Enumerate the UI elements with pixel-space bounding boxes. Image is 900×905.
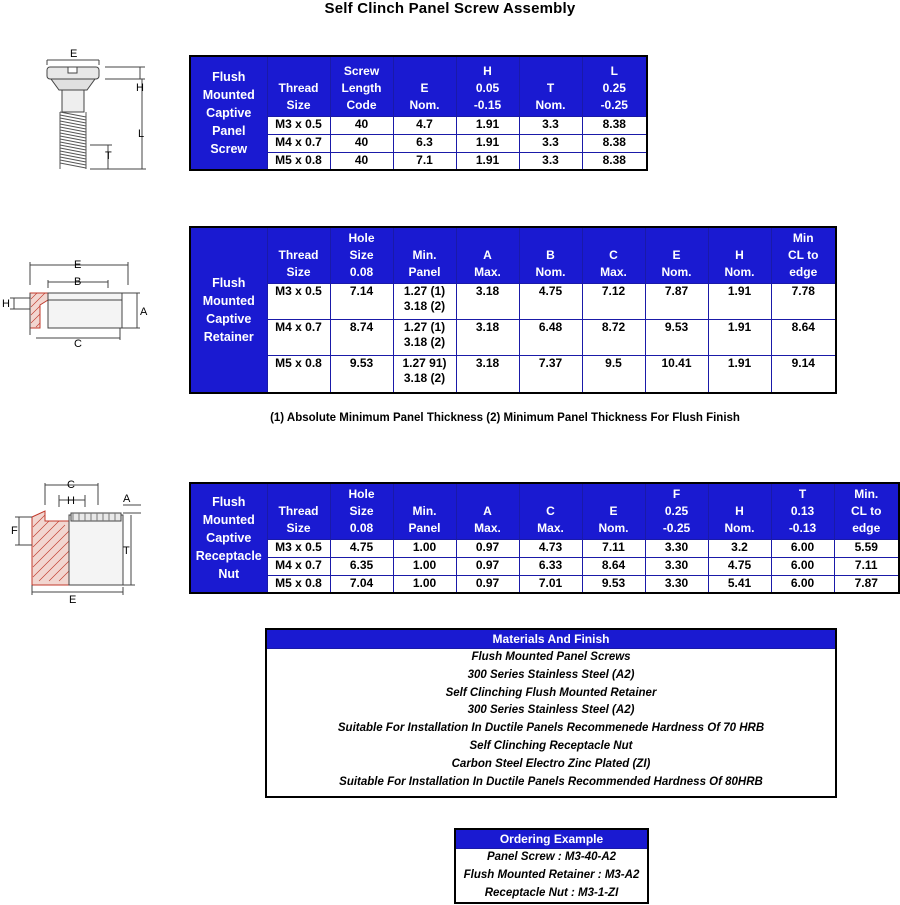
table-cell: 1.00 [393,557,456,575]
header-text: T [546,80,555,95]
column-header [456,227,519,283]
materials-line: Carbon Steel Electro Zinc Plated (ZI) [451,757,651,770]
header-text: -0.13 [788,520,817,535]
drawing-label-e: E [74,259,82,271]
table-cell: M3 x 0.5 [267,116,330,134]
ordering-example-box [454,828,649,904]
table-cell: 7.37 [519,355,582,393]
table-cell [393,283,456,319]
drawing-label-e: E [69,594,77,605]
header-text: Panel [408,264,441,279]
table-cell: 1.91 [456,116,519,134]
header-text: B [546,247,555,262]
header-text: 0.05 [475,80,500,95]
retainer-label [190,227,267,393]
drawing-label-l: L [138,128,145,140]
drawing-label-h: H [136,82,144,94]
table-cell: 3.2 [708,539,771,557]
side-text: Flush [212,70,246,84]
table-cell: M5 x 0.8 [267,355,330,393]
table-cell: 9.53 [645,319,708,355]
table-cell: 1.91 [708,355,771,393]
column-header [267,483,330,539]
side-text: Nut [218,567,240,581]
header-text: Length [341,80,382,95]
side-text: Flush [212,495,246,509]
table-cell [393,319,456,355]
column-header [582,227,645,283]
table-row [190,575,899,593]
column-header [393,227,456,283]
table-cell: 8.38 [582,134,647,152]
table-row [190,539,899,557]
table-cell: 9.14 [771,355,836,393]
table-cell: M4 x 0.7 [267,319,330,355]
header-text: E [609,503,618,518]
table-cell: M4 x 0.7 [267,557,330,575]
table-cell: 7.1 [393,152,456,170]
header-text: 0.08 [349,520,374,535]
header-text: edge [852,520,881,535]
side-text: Mounted [202,513,255,527]
header-text: Min. [412,503,437,518]
table-cell: 1.91 [456,152,519,170]
retainer-drawing [0,255,160,355]
column-header [267,227,330,283]
table-cell: 0.97 [456,557,519,575]
table-cell: 6.48 [519,319,582,355]
column-header [582,483,645,539]
table-cell: 3.18 [456,283,519,319]
drawing-label-a: A [123,493,131,505]
table-cell: 3.3 [519,152,582,170]
table-cell: 6.33 [519,557,582,575]
table-cell: 3.18 [456,355,519,393]
header-text: Screw [343,63,380,78]
table-cell: 7.01 [519,575,582,593]
table-cell: 40 [330,134,393,152]
panel-screw-drawing [20,45,170,185]
side-text: Retainer [203,330,254,344]
table-cell: 3.3 [519,116,582,134]
header-text: Min. [854,486,879,501]
header-text: F [672,486,681,501]
table-cell: 5.59 [834,539,899,557]
table-cell: 7.14 [330,283,393,319]
table-cell: M3 x 0.5 [267,283,330,319]
header-text: Size [349,247,374,262]
receptacle-nut-drawing [5,475,145,605]
drawing-label-t: T [105,150,112,162]
side-text: Mounted [202,88,255,102]
table-cell: 10.41 [645,355,708,393]
column-header [645,227,708,283]
header-text: CL to [788,247,819,262]
header-text: Hole [348,486,375,501]
materials-line: 300 Series Stainless Steel (A2) [467,704,635,717]
table-cell: 9.53 [330,355,393,393]
header-text: Max. [474,264,501,279]
table-cell: 1.00 [393,539,456,557]
column-header [456,483,519,539]
header-text: T [798,486,807,501]
side-text: Screw [210,142,248,156]
table-cell: 0.97 [456,575,519,593]
header-text: Panel [408,520,441,535]
drawing-label-a: A [140,306,148,318]
table-cell: 4.7 [393,116,456,134]
header-text: -0.15 [473,97,502,112]
table-cell: 6.00 [771,557,834,575]
ordering-heading: Ordering Example [456,830,647,849]
column-header [393,56,456,116]
drawing-label-h: H [67,495,75,507]
header-text: Nom. [661,264,692,279]
table-cell: 7.04 [330,575,393,593]
table-cell: 7.87 [834,575,899,593]
table-cell: 1.00 [393,575,456,593]
header-text: Max. [537,520,564,535]
table-cell: 6.00 [771,575,834,593]
retainer-table [189,226,837,394]
table-cell: 1.91 [456,134,519,152]
header-text: Min [792,230,814,245]
table-row [190,355,836,393]
table-cell: 4.75 [708,557,771,575]
table-cell: 9.53 [582,575,645,593]
header-text: Max. [474,520,501,535]
column-header [456,56,519,116]
column-header [519,227,582,283]
header-text: Nom. [409,97,440,112]
header-text: Size [349,503,374,518]
table-cell: 6.3 [393,134,456,152]
table-cell: 8.64 [771,319,836,355]
table-cell: 8.74 [330,319,393,355]
header-text: H [735,247,744,262]
header-text: Code [346,97,377,112]
column-header [330,483,393,539]
header-text: Nom. [724,520,755,535]
panel-screw-label [190,56,267,170]
header-text: Nom. [535,264,566,279]
column-header [771,483,834,539]
panel-thickness-note: (1) Absolute Minimum Panel Thickness (2) Minimum Panel Thickness For Flush Finish [270,412,740,424]
drawing-label-h: H [2,298,10,310]
panel-screw-table [189,55,648,171]
materials-line: Self Clinching Flush Mounted Retainer [445,686,657,699]
ordering-line: Flush Mounted Retainer : M3-A2 [463,868,640,881]
table-row [190,283,836,319]
table-cell: 3.3 [519,134,582,152]
table-cell: 8.72 [582,319,645,355]
table-cell: 4.73 [519,539,582,557]
receptacle-nut-table [189,482,900,594]
header-text: -0.25 [662,520,691,535]
column-header [519,56,582,116]
header-text: Nom. [598,520,629,535]
table-cell: 4.75 [519,283,582,319]
header-text: Thread [278,247,319,262]
table-cell: 1.91 [708,283,771,319]
drawing-label-c: C [74,338,82,350]
materials-line: Flush Mounted Panel Screws [471,651,631,663]
materials-line: Self Clinching Receptacle Nut [469,739,633,752]
header-text: 0.13 [790,503,815,518]
header-text: Thread [278,503,319,518]
cell-line: 1.27 (1) [403,283,446,298]
side-text: Flush [212,276,246,290]
header-text: -0.25 [600,97,628,112]
column-header [582,56,647,116]
table-cell: 7.11 [834,557,899,575]
header-text: CL to [851,503,882,518]
header-text: Thread [278,80,319,95]
table-cell: M4 x 0.7 [267,134,330,152]
header-text: edge [789,264,818,279]
column-header [708,483,771,539]
header-text: L [610,63,618,78]
table-cell: 8.38 [582,152,647,170]
table-cell: 3.30 [645,575,708,593]
table-cell: M5 x 0.8 [267,152,330,170]
table-cell: 4.75 [330,539,393,557]
side-text: Captive [206,531,252,545]
table-cell: 7.78 [771,283,836,319]
table-row [190,319,836,355]
table-cell: 6.00 [771,539,834,557]
header-text: C [609,247,618,262]
side-text: Panel [212,124,246,138]
materials-line: Suitable For Installation In Ductile Panels Recommenede Hardness Of 70 HRB [337,722,765,735]
column-header [267,56,330,116]
table-cell: 9.5 [582,355,645,393]
header-text: H [483,63,492,78]
table-cell: 5.41 [708,575,771,593]
side-text: Receptacle [195,549,262,563]
side-text: Captive [206,312,252,326]
cell-line: 3.18 (2) [403,334,446,349]
ordering-line: Panel Screw : M3-40-A2 [486,851,617,863]
drawing-label-f: F [11,525,18,537]
header-text: Size [286,264,311,279]
header-text: 0.25 [602,80,626,95]
page-title: Self Clinch Panel Screw Assembly [324,0,576,17]
drawing-label-e: E [70,48,78,60]
materials-line: 300 Series Stainless Steel (A2) [467,668,635,681]
header-text: H [735,503,744,518]
header-text: Size [286,520,311,535]
receptacle-nut-label [190,483,267,593]
table-cell: M5 x 0.8 [267,575,330,593]
table-cell: 3.30 [645,557,708,575]
table-cell: 0.97 [456,539,519,557]
header-text: C [546,503,555,518]
cell-line: 1.27 (1) [403,319,446,334]
cell-line: 3.18 (2) [403,370,446,385]
drawing-label-c: C [67,479,75,491]
column-header [771,227,836,283]
cell-line: 3.18 (2) [403,298,446,313]
cell-line: 1.27 91) [402,355,447,370]
table-cell: 6.35 [330,557,393,575]
drawing-label-b: B [74,276,82,288]
header-text: Hole [348,230,375,245]
table-cell: 7.87 [645,283,708,319]
header-text: A [483,503,492,518]
column-header [330,56,393,116]
materials-line: Suitable For Installation In Ductile Panels Recommended Hardness Of 80HRB [339,775,763,788]
header-text: Max. [600,264,627,279]
table-cell: 3.30 [645,539,708,557]
column-header [393,483,456,539]
column-header [645,483,708,539]
header-text: Nom. [724,264,755,279]
table-cell: 7.12 [582,283,645,319]
header-text: 0.25 [664,503,689,518]
header-text: A [483,247,492,262]
table-cell [393,355,456,393]
column-header [519,483,582,539]
drawing-label-t: T [123,545,130,557]
side-text: Mounted [202,294,255,308]
table-cell: 40 [330,116,393,134]
table-cell: 8.64 [582,557,645,575]
materials-heading: Materials And Finish [267,630,835,649]
table-cell: M3 x 0.5 [267,539,330,557]
header-text: Nom. [535,97,566,112]
header-text: E [672,247,681,262]
header-text: E [420,80,429,95]
table-row [190,557,899,575]
column-header [834,483,899,539]
ordering-line: Receptacle Nut : M3-1-ZI [484,886,619,899]
side-text: Captive [206,106,252,120]
header-text: Min. [412,247,437,262]
table-cell: 7.11 [582,539,645,557]
table-cell: 1.91 [708,319,771,355]
header-text: Size [286,97,311,112]
column-header [330,227,393,283]
table-cell: 8.38 [582,116,647,134]
materials-box [265,628,837,798]
table-cell: 40 [330,152,393,170]
header-text: 0.08 [349,264,374,279]
table-cell: 3.18 [456,319,519,355]
column-header [708,227,771,283]
